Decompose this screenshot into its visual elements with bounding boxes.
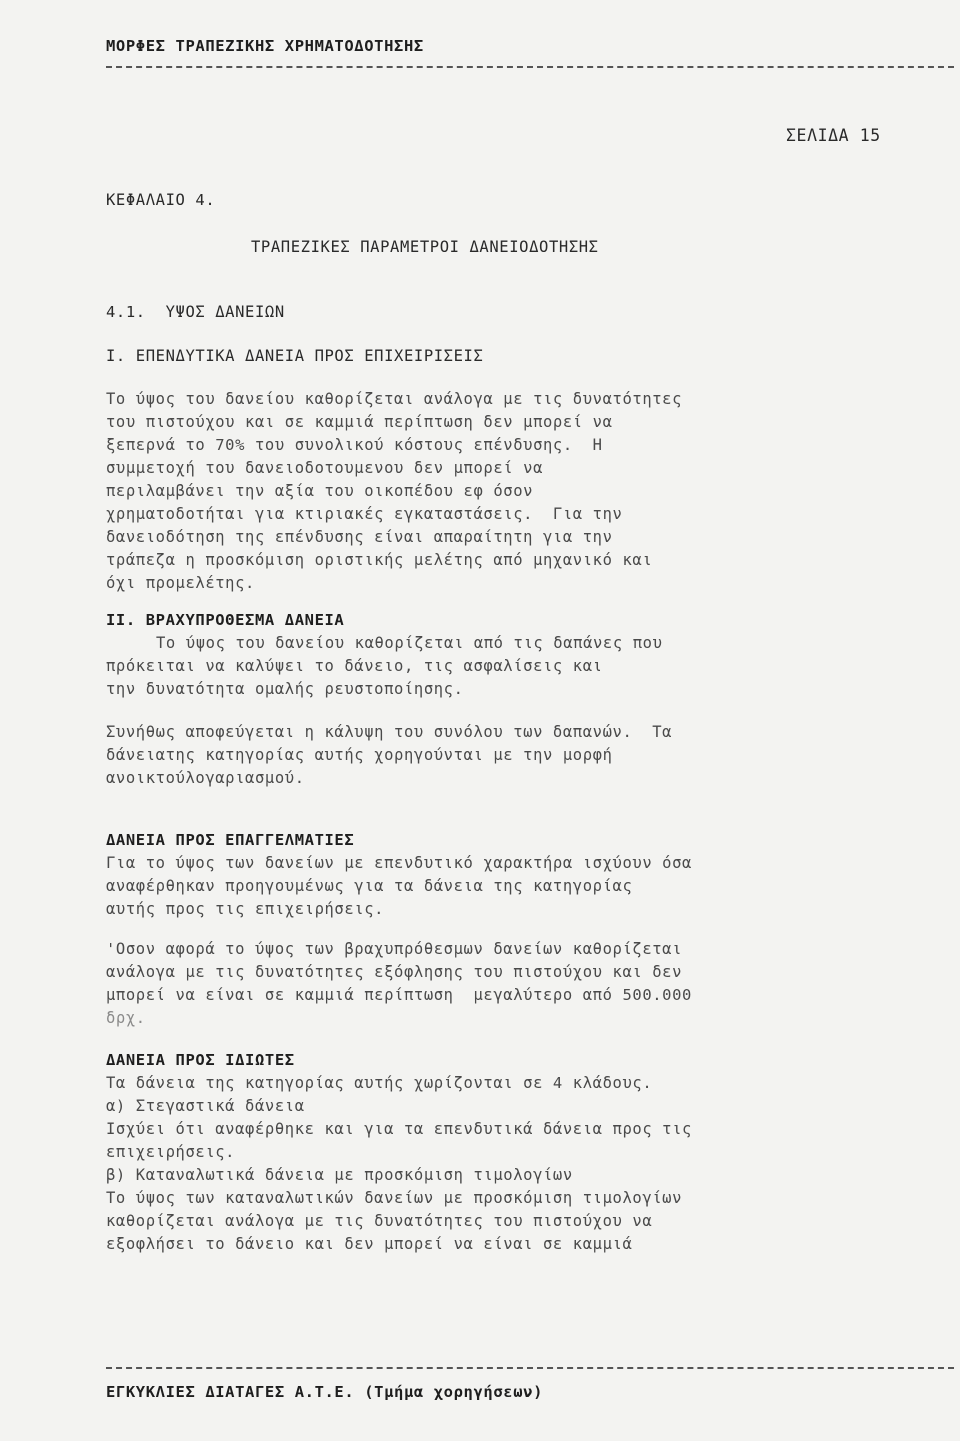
document-title: ΜΟΡΦΕΣ ΤΡΑΠΕΖΙΚΗΣ ΧΡΗΜΑΤΟΔΟΤΗΣΗΣ: [106, 37, 424, 55]
part1-line: περιλαμβάνει την αξία του οικοπέδου εφ όσον: [106, 482, 534, 500]
page-number: ΣΕΛΙΔΑ 15: [786, 126, 881, 145]
part4-line: α) Στεγαστικά δάνεια: [106, 1097, 305, 1115]
section-heading: 4.1. ΥΨΟΣ ΔΑΝΕΙΩΝ: [106, 303, 285, 321]
chapter-number: ΚΕΦΑΛΑΙΟ 4.: [106, 191, 216, 209]
part2-line: Συνήθως αποφεύγεται η κάλυψη του συνόλου των δαπανών. Τα: [106, 723, 673, 741]
part2-line: ανοικτούλογαριασμού.: [106, 769, 305, 787]
part3-line: μπορεί να είναι σε καμμιά περίπτωση μεγαλύτερο από 500.000: [106, 986, 692, 1004]
part2-line: πρόκειται να καλύψει το δάνειο, τις ασφαλίσεις και: [106, 657, 603, 675]
chapter-title: ΤΡΑΠΕΖΙΚΕΣ ΠΑΡΑΜΕΤΡΟΙ ΔΑΝΕΙΟΔΟΤΗΣΗΣ: [251, 238, 599, 256]
part1-line: δανειοδότηση της επένδυσης είναι απαραίτητη για την: [106, 528, 613, 546]
part2-line: την δυνατότητα ομαλής ρευστοποίησης.: [106, 680, 464, 698]
part1-line: συμμετοχή του δανειοδοτουμενου δεν μπορεί να: [106, 459, 543, 477]
part1-line: τράπεζα η προσκόμιση οριστικής μελέτης από μηχανικό και: [106, 551, 653, 569]
part4-line: Τα δάνεια της κατηγορίας αυτής χωρίζονται σε 4 κλάδους.: [106, 1074, 653, 1092]
part3-line: Για το ύψος των δανείων με επενδυτικό χαρακτήρα ισχύουν όσα: [106, 854, 692, 872]
part3-line: ανάλογα με τις δυνατότητες εξόφλησης του πιστούχου και δεν: [106, 963, 683, 981]
part3-line: αναφέρθηκαν προηγουμένως για τα δάνεια της κατηγορίας: [106, 877, 633, 895]
part1-line: χρηματοδοτήται για κτιριακές εγκαταστάσεις. Για την: [106, 505, 623, 523]
part1-heading: Ι. ΕΠΕΝΔΥΤΙΚΑ ΔΑΝΕΙΑ ΠΡΟΣ ΕΠΙΧΕΙΡΙΣΕΙΣ: [106, 347, 484, 365]
part4-line: καθορίζεται ανάλογα με τις δυνατότητες του πιστούχου να: [106, 1212, 653, 1230]
part1-line: ξεπερνά το 70% του συνολικού κόστους επένδυσης. Η: [106, 436, 603, 454]
part4-line: Ισχύει ότι αναφέρθηκε και για τα επενδυτικά δάνεια προς τις: [106, 1120, 692, 1138]
part4-line: επιχειρήσεις.: [106, 1143, 236, 1161]
part3-line: αυτής προς τις επιχειρήσεις.: [106, 900, 385, 918]
part2-line: δάνειατης κατηγορίας αυτής χορηγούνται με την μορφή: [106, 746, 613, 764]
part2-heading: ΙΙ. ΒΡΑΧΥΠΡΟΘΕΣΜΑ ΔΑΝΕΙΑ: [106, 611, 345, 629]
part4-line: β) Καταναλωτικά δάνεια με προσκόμιση τιμολογίων: [106, 1166, 573, 1184]
part3-line: δρχ.: [106, 1009, 146, 1027]
part2-line: Το ύψος του δανείου καθορίζεται από τις δαπάνες που: [156, 634, 663, 652]
part4-line: εξοφλήσει το δάνειο και δεν μπορεί να είναι σε καμμιά: [106, 1235, 633, 1253]
footer-text: ΕΓΚΥΚΛΙΕΣ ΔΙΑΤΑΓΕΣ Α.Τ.Ε. (Τμήμα χορηγήσεων): [106, 1383, 543, 1401]
part1-line: Το ύψος του δανείου καθορίζεται ανάλογα με τις δυνατότητες: [106, 390, 683, 408]
header-divider: [106, 66, 954, 68]
part3-heading: ΔΑΝΕΙΑ ΠΡΟΣ ΕΠΑΓΓΕΛΜΑΤΙΕΣ: [106, 831, 355, 849]
part1-line: όχι προμελέτης.: [106, 574, 255, 592]
part3-line: 'Οσον αφορά το ύψος των βραχυπρόθεσμων δανείων καθορίζεται: [106, 940, 683, 958]
footer-divider: [106, 1367, 954, 1369]
part4-heading: ΔΑΝΕΙΑ ΠΡΟΣ ΙΔΙΩΤΕΣ: [106, 1051, 295, 1069]
part1-line: του πιστούχου και σε καμμιά περίπτωση δεν μπορεί να: [106, 413, 613, 431]
part4-line: Το ύψος των καταναλωτικών δανείων με προσκόμιση τιμολογίων: [106, 1189, 683, 1207]
